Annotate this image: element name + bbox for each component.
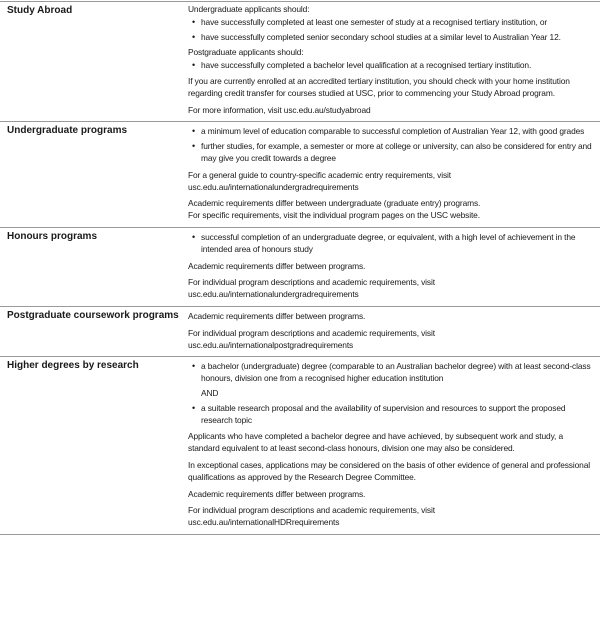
- desc-text: For individual program descriptions and academic requirements, visit: [188, 505, 435, 516]
- postgrad-requirements-link[interactable]: usc.edu.au/internationalpostgradrequirements: [188, 339, 354, 350]
- pg-bullet-list: [188, 60, 594, 72]
- study-abroad-link[interactable]: usc.edu.au/studyabroad: [283, 104, 371, 115]
- list-item: • a minimum level of education comparable to successful completion of Australian Year 12, with good grades: [188, 126, 594, 138]
- hdr-requirements-link[interactable]: usc.edu.au/internationalHDRrequirements: [188, 517, 340, 528]
- bullet-list: [188, 361, 594, 385]
- desc-text: For individual program descriptions and academic requirements, visit: [188, 277, 435, 288]
- section-undergraduate: [0, 121, 600, 227]
- and-connector: AND: [201, 387, 219, 398]
- honours-requirements-link[interactable]: usc.edu.au/internationalundergradrequirements: [188, 289, 359, 300]
- guide-text: For a general guide to country-specific academic entry requirements, visit: [188, 169, 451, 180]
- list-item: • have successfully completed at least one semester of study at a recognised tertiary institution, or: [188, 17, 594, 29]
- section-content: [182, 357, 600, 534]
- list-item: • have successfully completed senior secondary school studies at a similar level to Australian Year 12.: [188, 32, 594, 44]
- section-content: [182, 307, 600, 356]
- differ-text: Academic requirements differ between programs.: [188, 310, 366, 321]
- desc-paragraph: [188, 328, 594, 352]
- section-content: [182, 2, 600, 121]
- section-label: Postgraduate coursework programs: [7, 309, 179, 321]
- differ-line-2: For specific requirements, visit the individual program pages on the USC website.: [188, 210, 480, 221]
- ug-intro: Undergraduate applicants should:: [188, 4, 310, 14]
- more-info-text: For more information, visit: [188, 104, 284, 115]
- list-item: • further studies, for example, a semester or more at college or university, can also be considered for entry and may give you credit towards a degree: [188, 141, 594, 165]
- differ-text: Academic requirements differ between programs.: [188, 260, 366, 271]
- exceptional-text: In exceptional cases, applications may be considered on the basis of other evidence of general and professional qualifications as approved by the Research Degree Committee.: [188, 459, 590, 482]
- pg-intro: Postgraduate applicants should:: [188, 47, 304, 58]
- section-study-abroad: [0, 1, 600, 121]
- list-item: • successful completion of an undergraduate degree, or equivalent, with a high level of achievement in the intended area of honours study: [188, 232, 594, 256]
- section-content: [182, 122, 600, 227]
- section-honours: [0, 227, 600, 306]
- differ-line-1: Academic requirements differ between undergraduate (graduate entry) programs.: [188, 198, 481, 209]
- differ-text: Academic requirements differ between programs.: [188, 488, 366, 499]
- bullet-list: [188, 126, 594, 164]
- section-label: Study Abroad: [7, 5, 73, 16]
- desc-text: For individual program descriptions and academic requirements, visit: [188, 327, 435, 338]
- section-label: Higher degrees by research: [7, 360, 139, 372]
- list-item: • a suitable research proposal and the availability of supervision and resources to support the proposed research topic: [188, 403, 594, 427]
- enrolled-text: If you are currently enrolled at an accredited tertiary institution, you should check with your home institution regarding credit transfer for courses studied at USC, prior to commencing your Study Abroad program.: [188, 75, 570, 98]
- desc-paragraph: [188, 277, 594, 301]
- differ-paragraph: [188, 198, 594, 222]
- undergrad-requirements-link[interactable]: usc.edu.au/internationalundergradrequirements: [188, 181, 359, 192]
- bullet-list: [188, 403, 594, 427]
- list-item: • a bachelor (undergraduate) degree (comparable to an Australian bachelor degree) with at least second-class honours, division one from a recognised higher education institution: [188, 361, 594, 385]
- guide-paragraph: [188, 170, 594, 194]
- section-hdr: [0, 356, 600, 535]
- section-label: Honours programs: [7, 230, 98, 242]
- list-item: • have successfully completed a bachelor level qualification at a recognised tertiary institution.: [188, 60, 594, 72]
- applicants-text: Applicants who have completed a bachelor degree and have achieved, by subsequent work and study, a standard equivalent to at least second-class honours, division one may also be considered.: [188, 431, 563, 454]
- desc-paragraph: [188, 505, 594, 529]
- section-postgrad-coursework: [0, 306, 600, 356]
- section-content: [182, 228, 600, 306]
- section-label: Undergraduate programs: [7, 125, 128, 137]
- more-info: [188, 105, 594, 117]
- bullet-list: [188, 232, 594, 256]
- ug-bullet-list: [188, 17, 594, 44]
